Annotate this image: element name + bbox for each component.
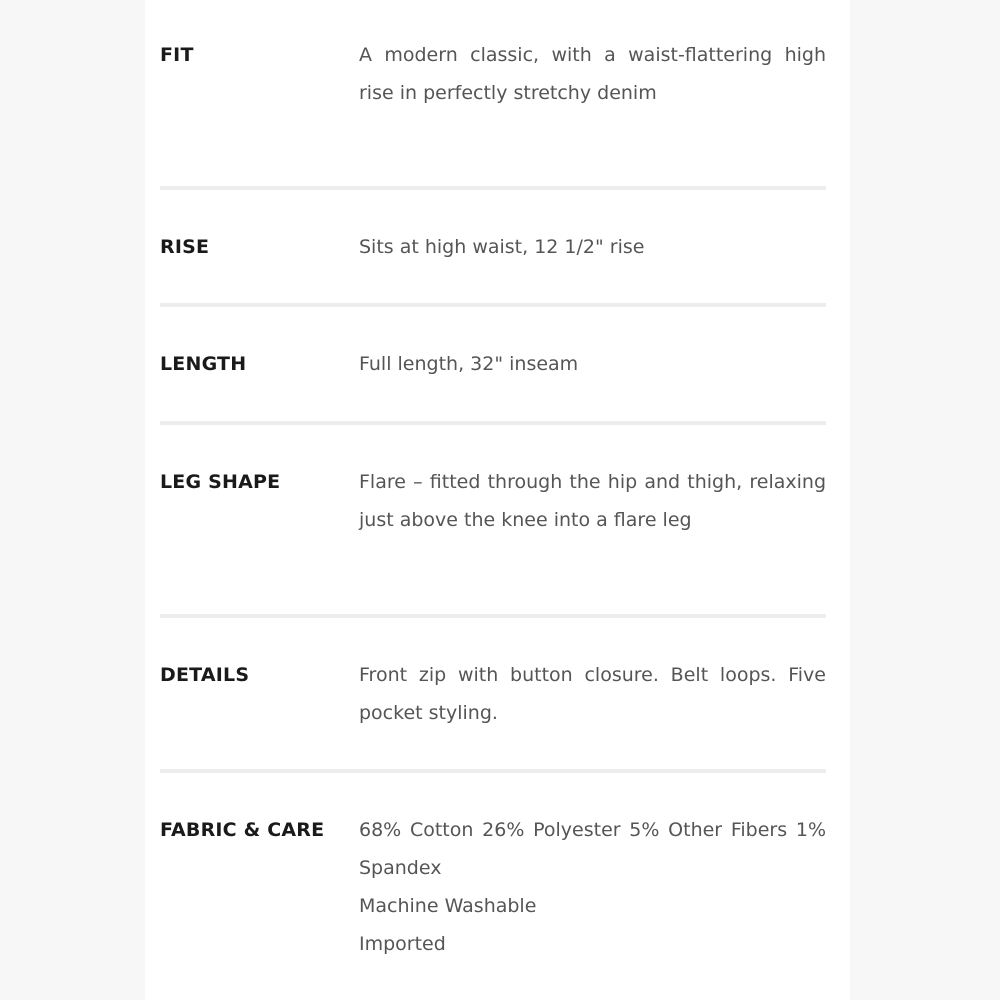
spec-label-fit: FIT [160, 44, 194, 66]
spec-value-care: Machine Washable [359, 895, 537, 917]
spec-value-details-text: Front zip with button closure. Belt loops. Five pocket styling. [359, 664, 826, 724]
spec-value-rise-text: Sits at high waist, 12 1/2" rise [359, 236, 645, 258]
divider [160, 614, 826, 618]
spec-value-leg-shape-text: Flare – fitted through the hip and thigh, relaxing just above the knee into a flare leg [359, 471, 826, 531]
spec-value-fit [359, 36, 826, 112]
spec-label-length: LENGTH [160, 353, 247, 375]
spec-value-length [359, 345, 826, 383]
spec-label-rise: RISE [160, 236, 210, 258]
spec-label-leg-shape: LEG SHAPE [160, 471, 281, 493]
spec-value-composition: 68% Cotton 26% Polyester 5% Other Fibers 1% Spandex [359, 819, 826, 879]
divider [160, 303, 826, 307]
divider [160, 186, 826, 190]
spec-label-details: DETAILS [160, 664, 250, 686]
spec-label-fabric-care: FABRIC & CARE [160, 819, 325, 841]
spec-value-fit-text: A modern classic, with a waist-flattering high rise in perfectly stretchy denim [359, 44, 826, 104]
spec-value-length-text: Full length, 32" inseam [359, 353, 579, 375]
spec-value-fabric-care [359, 811, 826, 963]
spec-value-details [359, 656, 826, 732]
spec-value-origin: Imported [359, 933, 446, 955]
divider [160, 421, 826, 425]
spec-value-leg-shape [359, 463, 826, 539]
divider [160, 769, 826, 773]
spec-value-rise [359, 228, 826, 266]
